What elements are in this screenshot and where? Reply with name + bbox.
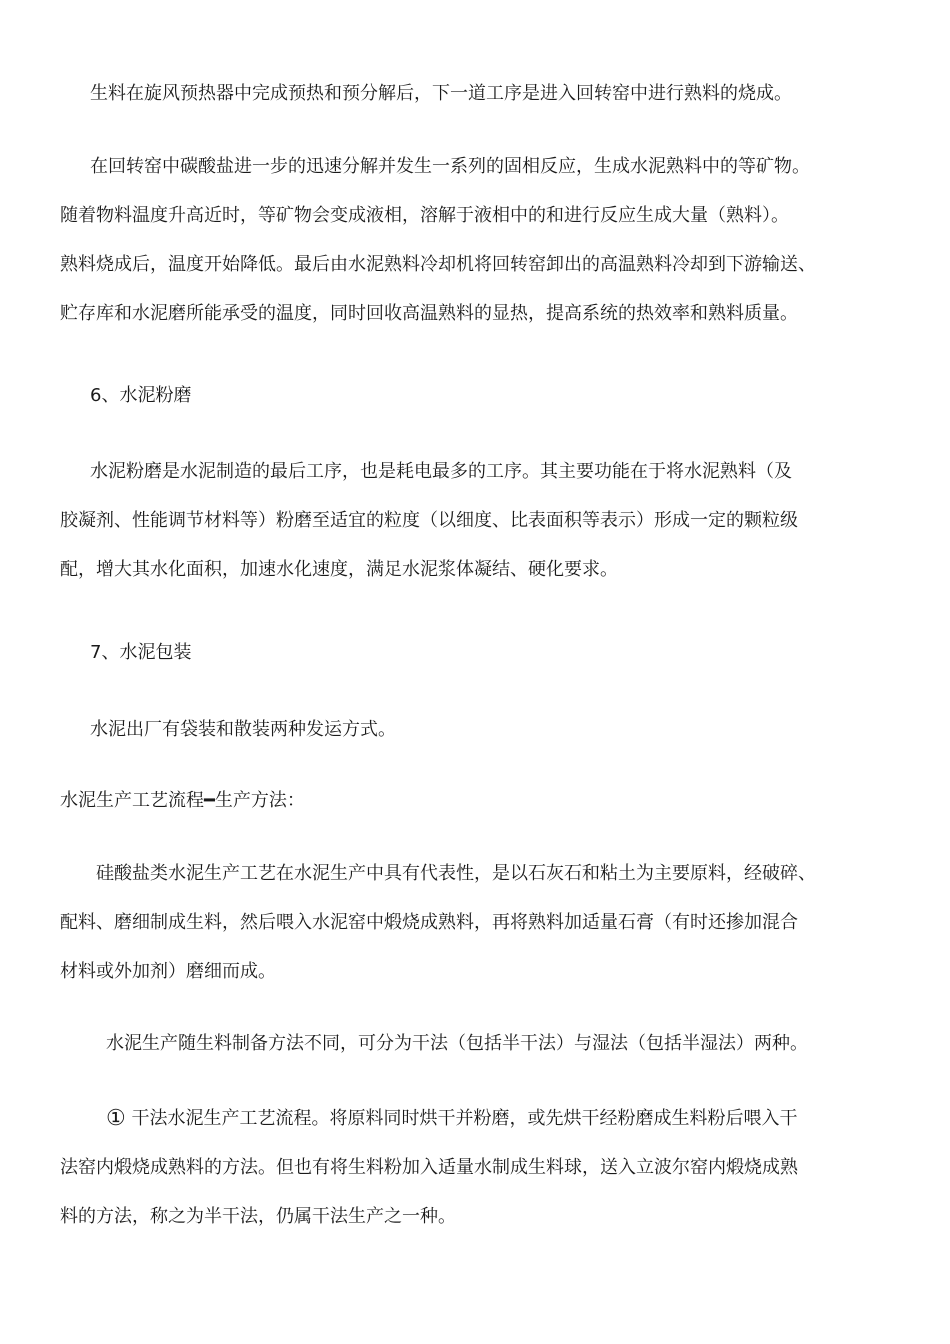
text-line: 料的方法，称之为半干法，仍属干法生产之一种。 (60, 1206, 456, 1227)
text-line: 配料、磨细制成生料，然后喂入水泥窑中煅烧成熟料，再将熟料加适量石膏（有时还掺加混合 (60, 912, 798, 933)
paragraph-rotary-kiln (60, 142, 900, 338)
text-line: 随着物料温度升高近时，等矿物会变成液相，溶解于液相中的和进行反应生成大量（熟料）。 (60, 205, 789, 226)
paragraph-clinker-burning-intro (60, 69, 900, 118)
text-line: 水泥粉磨是水泥制造的最后工序，也是耗电最多的工序。其主要功能在于将水泥熟料（及 (90, 461, 792, 482)
text-line (60, 1094, 900, 1143)
text-line: 材料或外加剂）磨细而成。 (60, 961, 276, 982)
text-line: 在回转窑中碳酸盐进一步的迅速分解并发生一系列的固相反应，生成水泥熟料中的等矿物。 (90, 156, 810, 177)
text-line: 贮存库和水泥磨所能承受的温度，同时回收高温熟料的显热，提高系统的热效率和熟料质量。 (60, 303, 798, 324)
paragraph-cement-grinding (60, 447, 900, 594)
text-line: 胶凝剂、性能调节材料等）粉磨至适宜的粒度（以细度、比表面积等表示）形成一定的颗粒级 (60, 510, 798, 531)
section-heading: 7、水泥包装 (90, 642, 192, 663)
paragraph-dry-process (60, 1094, 900, 1241)
paragraph-cement-shipping (60, 705, 900, 754)
paragraph-dry-wet-methods (60, 1019, 900, 1068)
heading-production-method (60, 776, 900, 825)
text-line: 水泥出厂有袋装和散装两种发运方式。 (90, 719, 396, 740)
paragraph-silicate-process (60, 849, 900, 996)
section-heading: 水泥生产工艺流程━生产方法： (60, 790, 305, 811)
text-line: 法窑内煅烧成熟料的方法。但也有将生料粉加入适量水制成生料球，送入立波尔窑内煅烧成熟 (60, 1157, 798, 1178)
section-heading: 6、水泥粉磨 (90, 385, 192, 406)
text-line: 配，增大其水化面积，加速水化速度，满足水泥浆体凝结、硬化要求。 (60, 559, 618, 580)
heading-cement-grinding (60, 371, 900, 420)
text-line: 水泥生产随生料制备方法不同，可分为干法（包括半干法）与湿法（包括半湿法）两种。 (106, 1033, 808, 1054)
circled-number-marker: ① (106, 1106, 126, 1131)
text-line: 熟料烧成后，温度开始降低。最后由水泥熟料冷却机将回转窑卸出的高温熟料冷却到下游输送、 (60, 254, 816, 275)
heading-cement-packaging (60, 628, 900, 677)
text-line: 生料在旋风预热器中完成预热和预分解后，下一道工序是进入回转窑中进行熟料的烧成。 (90, 83, 792, 104)
text-line: 硅酸盐类水泥生产工艺在水泥生产中具有代表性，是以石灰石和粘土为主要原料，经破碎、 (96, 863, 816, 884)
text-run: 干法水泥生产工艺流程。将原料同时烘干并粉磨，或先烘干经粉磨成生料粉后喂入干 (131, 1108, 798, 1129)
